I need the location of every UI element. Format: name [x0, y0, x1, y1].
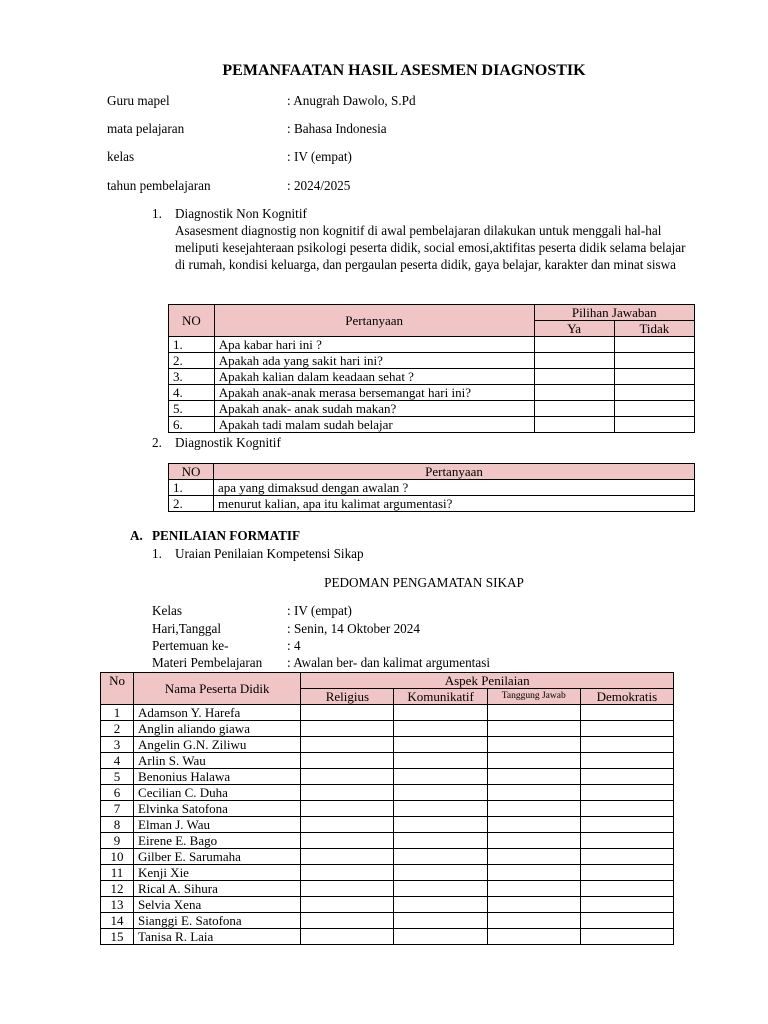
score-cell-communicative[interactable] [394, 833, 487, 849]
info-value-subject: : Bahasa Indonesia [287, 121, 387, 136]
student-no: 10 [101, 849, 134, 865]
meta-label-date: Hari,Tanggal [152, 621, 222, 636]
student-name: Elman J. Wau [134, 817, 301, 833]
row-question: Apakah ada yang sakit hari ini? [214, 353, 534, 369]
table-row [169, 496, 695, 512]
student-no: 11 [101, 865, 134, 881]
score-cell-democratic[interactable] [580, 753, 673, 769]
answer-yes-cell[interactable] [534, 401, 614, 417]
header-aspect: Aspek Penilaian [301, 673, 674, 689]
score-cell-responsibility[interactable] [487, 881, 580, 897]
score-cell-religious[interactable] [301, 721, 394, 737]
header-no: NO [169, 305, 215, 337]
answer-no-cell[interactable] [614, 353, 694, 369]
score-cell-responsibility[interactable] [487, 753, 580, 769]
score-cell-responsibility[interactable] [487, 849, 580, 865]
info-label-teacher: Guru mapel [107, 93, 170, 108]
row-question: Apakah tadi malam sudah belajar [214, 417, 534, 433]
score-cell-religious[interactable] [301, 785, 394, 801]
student-no: 15 [101, 929, 134, 945]
score-cell-religious[interactable] [301, 897, 394, 913]
student-no: 3 [101, 737, 134, 753]
student-row [101, 849, 674, 865]
score-cell-democratic[interactable] [580, 881, 673, 897]
header-no-answer: Tidak [614, 321, 694, 337]
row-question: Apakah anak- anak sudah makan? [214, 401, 534, 417]
score-cell-religious[interactable] [301, 737, 394, 753]
student-no: 8 [101, 817, 134, 833]
header-choice: Pilihan Jawaban [534, 305, 694, 321]
header-no: NO [169, 464, 214, 480]
header-communicative: Komunikatif [394, 689, 487, 705]
meta-value-meeting: : 4 [287, 638, 301, 653]
score-cell-democratic[interactable] [580, 913, 673, 929]
student-no: 9 [101, 833, 134, 849]
score-cell-democratic[interactable] [580, 833, 673, 849]
score-cell-religious[interactable] [301, 801, 394, 817]
row-no: 1. [169, 480, 214, 496]
score-cell-religious[interactable] [301, 849, 394, 865]
score-cell-communicative[interactable] [394, 913, 487, 929]
section1-paragraph: Asasesment diagnostig non kognitif di awal pembelajaran dilakukan untuk menggali hal-hal meliputi kesejahteraan psikologi peserta didik, social emosi,aktifitas peserta didik selama belajar di rumah, kondisi keluarga, dan pergaulan peserta didik, gaya belajar, karakter dan minat siswa [175, 223, 686, 272]
student-name: Angelin G.N. Ziliwu [134, 737, 301, 753]
header-democratic: Demokratis [580, 689, 673, 705]
score-cell-democratic[interactable] [580, 817, 673, 833]
student-no: 5 [101, 769, 134, 785]
score-cell-communicative[interactable] [394, 801, 487, 817]
non-cognitive-table [168, 304, 695, 433]
row-no: 4. [169, 385, 215, 401]
student-row [101, 737, 674, 753]
student-row [101, 817, 674, 833]
score-cell-responsibility[interactable] [487, 913, 580, 929]
meta-value-material: : Awalan ber- dan kalimat argumentasi [287, 655, 490, 670]
student-row [101, 929, 674, 945]
score-cell-responsibility[interactable] [487, 801, 580, 817]
answer-yes-cell[interactable] [534, 385, 614, 401]
table-row [169, 385, 695, 401]
header-question: Pertanyaan [214, 464, 695, 480]
header-responsibility: Tanggung Jawab [487, 689, 580, 705]
header-name: Nama Peserta Didik [134, 673, 301, 705]
header-no: No [101, 673, 134, 705]
score-cell-communicative[interactable] [394, 737, 487, 753]
score-cell-communicative[interactable] [394, 849, 487, 865]
table-row [169, 480, 695, 496]
score-cell-religious[interactable] [301, 865, 394, 881]
table-row [169, 369, 695, 385]
page-title: PEMANFAATAN HASIL ASESMEN DIAGNOSTIK [222, 62, 586, 79]
score-cell-religious[interactable] [301, 929, 394, 945]
student-name: Arlin S. Wau [134, 753, 301, 769]
score-cell-democratic[interactable] [580, 865, 673, 881]
answer-no-cell[interactable] [614, 337, 694, 353]
cognitive-table [168, 463, 695, 512]
score-cell-religious[interactable] [301, 913, 394, 929]
row-no: 2. [169, 496, 214, 512]
meta-label-material: Materi Pembelajaran [152, 655, 263, 670]
score-cell-responsibility[interactable] [487, 865, 580, 881]
table-row [169, 353, 695, 369]
row-no: 5. [169, 401, 215, 417]
row-question: Apakah anak-anak merasa bersemangat hari ini? [214, 385, 534, 401]
section2-number: 2. [152, 435, 162, 450]
sectionA-heading: PENILAIAN FORMATIF [152, 528, 301, 543]
student-row [101, 753, 674, 769]
row-question: menurut kalian, apa itu kalimat argumentasi? [214, 496, 695, 512]
score-cell-responsibility[interactable] [487, 817, 580, 833]
score-cell-religious[interactable] [301, 769, 394, 785]
row-no: 6. [169, 417, 215, 433]
score-cell-religious[interactable] [301, 833, 394, 849]
answer-no-cell[interactable] [614, 385, 694, 401]
student-no: 12 [101, 881, 134, 897]
answer-no-cell[interactable] [614, 417, 694, 433]
answer-no-cell[interactable] [614, 369, 694, 385]
sectionA-sub-heading: Uraian Penilaian Kompetensi Sikap [175, 546, 364, 561]
score-cell-communicative[interactable] [394, 865, 487, 881]
info-value-class: : IV (empat) [287, 149, 352, 164]
score-cell-responsibility[interactable] [487, 833, 580, 849]
score-cell-communicative[interactable] [394, 785, 487, 801]
header-yes: Ya [534, 321, 614, 337]
info-label-year: tahun pembelajaran [107, 178, 211, 193]
answer-yes-cell[interactable] [534, 417, 614, 433]
section2-heading: Diagnostik Kognitif [175, 435, 281, 450]
table-row [169, 401, 695, 417]
row-question: apa yang dimaksud dengan awalan ? [214, 480, 695, 496]
score-cell-communicative[interactable] [394, 929, 487, 945]
student-row [101, 801, 674, 817]
header-question: Pertanyaan [214, 305, 534, 337]
score-cell-communicative[interactable] [394, 881, 487, 897]
student-name: Tanisa R. Laia [134, 929, 301, 945]
score-cell-democratic[interactable] [580, 929, 673, 945]
sectionA-sub-number: 1. [152, 546, 162, 561]
score-cell-democratic[interactable] [580, 737, 673, 753]
sectionA-letter: A. [130, 528, 143, 543]
student-name: Sianggi E. Satofona [134, 913, 301, 929]
row-no: 3. [169, 369, 215, 385]
score-cell-responsibility[interactable] [487, 897, 580, 913]
score-cell-communicative[interactable] [394, 817, 487, 833]
score-cell-communicative[interactable] [394, 897, 487, 913]
score-cell-democratic[interactable] [580, 769, 673, 785]
student-name: Rical A. Sihura [134, 881, 301, 897]
score-cell-communicative[interactable] [394, 705, 487, 721]
section1-number: 1. [152, 206, 162, 221]
student-row [101, 865, 674, 881]
score-cell-democratic[interactable] [580, 897, 673, 913]
score-cell-responsibility[interactable] [487, 785, 580, 801]
score-cell-democratic[interactable] [580, 705, 673, 721]
score-cell-responsibility[interactable] [487, 929, 580, 945]
student-name: Elvinka Satofona [134, 801, 301, 817]
header-religious: Religius [301, 689, 394, 705]
student-name: Benonius Halawa [134, 769, 301, 785]
score-cell-democratic[interactable] [580, 801, 673, 817]
observation-title: PEDOMAN PENGAMATAN SIKAP [324, 575, 524, 590]
score-cell-democratic[interactable] [580, 721, 673, 737]
score-cell-religious[interactable] [301, 705, 394, 721]
info-label-subject: mata pelajaran [107, 121, 185, 136]
student-row [101, 913, 674, 929]
score-cell-democratic[interactable] [580, 849, 673, 865]
student-name: Gilber E. Sarumaha [134, 849, 301, 865]
score-cell-religious[interactable] [301, 817, 394, 833]
section1-heading: Diagnostik Non Kognitif [175, 206, 307, 221]
row-question: Apakah kalian dalam keadaan sehat ? [214, 369, 534, 385]
info-value-year: : 2024/2025 [287, 178, 351, 193]
score-cell-communicative[interactable] [394, 721, 487, 737]
table-row [169, 417, 695, 433]
score-cell-democratic[interactable] [580, 785, 673, 801]
score-cell-responsibility[interactable] [487, 721, 580, 737]
student-no: 14 [101, 913, 134, 929]
meta-label-class: Kelas [152, 603, 183, 618]
student-no: 7 [101, 801, 134, 817]
meta-value-class: : IV (empat) [287, 603, 352, 618]
student-row [101, 785, 674, 801]
student-no: 2 [101, 721, 134, 737]
score-cell-responsibility[interactable] [487, 737, 580, 753]
attitude-table [100, 672, 674, 945]
student-name: Adamson Y. Harefa [134, 705, 301, 721]
student-name: Anglin aliando giawa [134, 721, 301, 737]
student-row [101, 705, 674, 721]
score-cell-religious[interactable] [301, 753, 394, 769]
row-no: 1. [169, 337, 215, 353]
score-cell-communicative[interactable] [394, 753, 487, 769]
score-cell-responsibility[interactable] [487, 705, 580, 721]
info-value-teacher: : Anugrah Dawolo, S.Pd [287, 93, 416, 108]
meta-value-date: : Senin, 14 Oktober 2024 [287, 621, 420, 636]
table-row [169, 337, 695, 353]
student-row [101, 769, 674, 785]
row-question: Apa kabar hari ini ? [214, 337, 534, 353]
student-row [101, 897, 674, 913]
student-no: 1 [101, 705, 134, 721]
answer-yes-cell[interactable] [534, 337, 614, 353]
score-cell-communicative[interactable] [394, 769, 487, 785]
answer-yes-cell[interactable] [534, 353, 614, 369]
student-name: Selvia Xena [134, 897, 301, 913]
student-name: Cecilian C. Duha [134, 785, 301, 801]
info-label-class: kelas [107, 149, 135, 164]
student-name: Kenji Xie [134, 865, 301, 881]
row-no: 2. [169, 353, 215, 369]
student-no: 4 [101, 753, 134, 769]
student-row [101, 721, 674, 737]
student-no: 13 [101, 897, 134, 913]
score-cell-religious[interactable] [301, 881, 394, 897]
answer-no-cell[interactable] [614, 401, 694, 417]
student-name: Eirene E. Bago [134, 833, 301, 849]
student-no: 6 [101, 785, 134, 801]
score-cell-responsibility[interactable] [487, 769, 580, 785]
answer-yes-cell[interactable] [534, 369, 614, 385]
student-row [101, 881, 674, 897]
student-row [101, 833, 674, 849]
meta-label-meeting: Pertemuan ke- [152, 638, 229, 653]
